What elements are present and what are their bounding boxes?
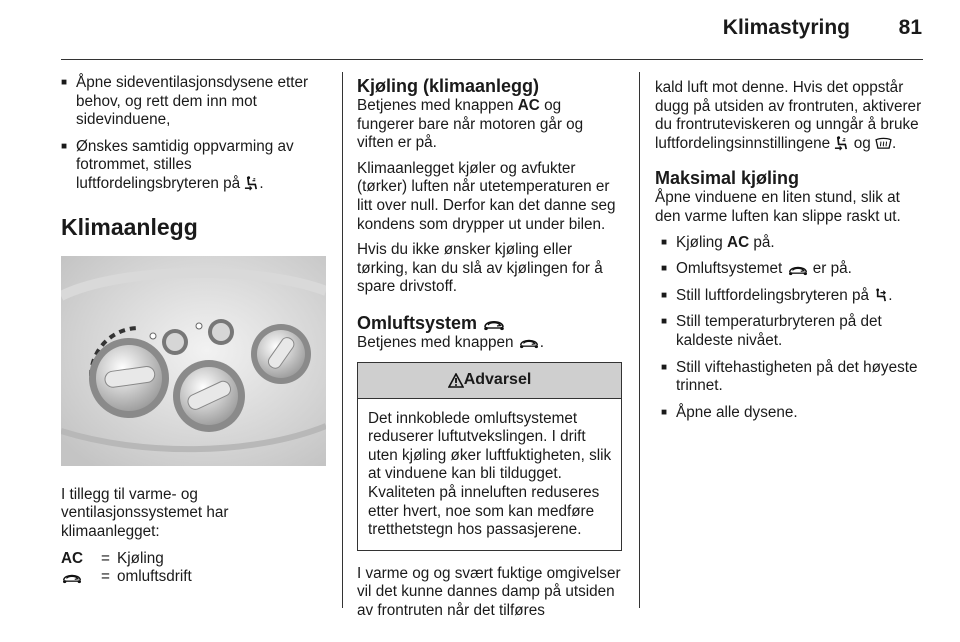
warning-header: Advarsel bbox=[358, 363, 621, 399]
list-item: ■ Åpne sideventilasjonsdysene etter behov, og rett dem inn mot sidevinduene, bbox=[61, 74, 326, 130]
warning-box: Advarsel Det innkoblede omluftsystemet reduserer luftutvekslingen. I drift uten kjøling øker luftfuktigheten, slik at vinduene kan bli tildugget. Kvaliteten på inneluften reduseres etter hvert, noe som kan medføre tretthetstegn hos passasjerene. bbox=[357, 362, 622, 551]
recirculation-icon bbox=[61, 571, 83, 584]
list-item: ■ Still viftehastigheten på det høyeste trinnet. bbox=[661, 359, 923, 396]
list-item: ■ Still temperaturbryteren på det kaldeste nivået. bbox=[661, 313, 923, 350]
column-2: Kjøling (klimaanlegg) Betjenes med knappen AC og fungerer bare når motoren går og viften er på. Klimaanlegget kjøler og avfukter (tørker) luften når utetemperaturen er litt over null. Derfor kan det danne seg kondens som drypper ut under bilen. Hvis du ikke ønsker kjøling eller tørking, kan du slå av kjølingen for å spare drivstoff. Omluftsystem Betjenes med knappen . Advarsel Det innkoblede omluftsystemet reduserer luftutvekslingen. I drift uten kjøling øker luftfuktigheten, slik at vinduene kan bli tildugget. Kvaliteten på inneluften reduseres etter hvert, noe som kan medføre tretthetstegn hos passasjerene. I varme og og svært fuktige omgivelser vil det kunne dannes damp på utsiden av frontruten når det tilføres bbox=[357, 76, 621, 619]
column-divider bbox=[342, 72, 343, 608]
heading-max-cooling: Maksimal kjøling bbox=[655, 168, 800, 189]
recirculation-icon bbox=[482, 317, 506, 331]
heading-recirculation: Omluftsystem bbox=[357, 313, 622, 333]
heading-cooling: Kjøling (klimaanlegg) bbox=[357, 76, 540, 96]
section-title: Klimaanlegg bbox=[61, 213, 198, 240]
header-rule bbox=[61, 59, 923, 60]
defrost-windscreen-icon bbox=[875, 137, 892, 150]
column-1: ■ Åpne sideventilasjonsdysene etter behov, og rett dem inn mot sidevinduene, ■ Ønskes samtidig oppvarming av fotrommet, stilles luftfordelingsbryteren på . Klimaanlegg I tillegg til varme- og ventilasjonssystemet har klimaanlegget: AC = Kjøling = omluftsdrift bbox=[61, 74, 326, 587]
list-item: ■ Ønskes samtidig oppvarming av fotrommet, stilles luftfordelingsbryteren på . bbox=[61, 138, 326, 194]
definition-row: AC = Kjøling bbox=[61, 549, 164, 567]
column-divider bbox=[639, 72, 640, 608]
warning-icon bbox=[448, 373, 464, 388]
definition-list bbox=[61, 550, 326, 587]
list-item: ■ Omluftsystemet er på. bbox=[661, 260, 923, 279]
page-number: 81 bbox=[898, 16, 922, 39]
page-header-title: Klimastyring bbox=[722, 16, 850, 39]
column-3: kald luft mot denne. Hvis det oppstår dugg på utsiden av frontruten, aktiverer du frontruteviskeren og unngår å bruke luftfordelingsinnstillingene og . Maksimal kjøling Åpne vinduene en liten stund, slik at den varme luften kan slippe raskt ut. ■ Kjøling AC på. ■ Omluftsystemet er på. ■ Still luftfordelingsbryteren på . ■ Still temperaturbryteren på det kaldeste nivået. ■ Still viftehastigheten på det høyeste trinnet. ■ Åpne alle dysene. bbox=[655, 79, 923, 430]
list-item: ■ Kjøling AC på. bbox=[661, 234, 923, 253]
seat-footwell-airflow-icon bbox=[834, 136, 849, 151]
upper-airflow-icon bbox=[873, 288, 888, 303]
list-item: ■ Still luftfordelingsbryteren på . bbox=[661, 287, 923, 306]
recirculation-icon bbox=[518, 336, 540, 349]
list-item: ■ Åpne alle dysene. bbox=[661, 404, 923, 423]
recirculation-icon bbox=[787, 263, 809, 276]
climate-control-panel-image bbox=[61, 256, 326, 466]
definition-row: = omluftsdrift bbox=[61, 568, 326, 587]
seat-footwell-airflow-icon bbox=[244, 176, 259, 191]
